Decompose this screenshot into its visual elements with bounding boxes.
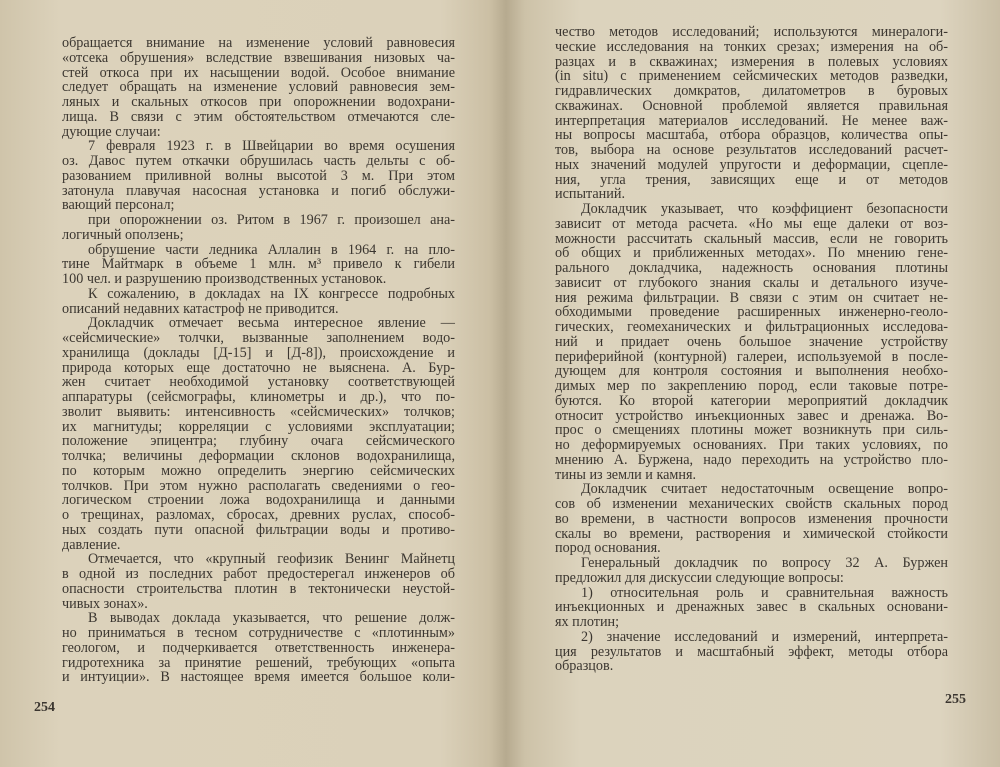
text-line: скалы во времени, растворения и химической стойкости <box>555 525 948 542</box>
text-line: чество методов исследований; используются минералоги- <box>555 24 948 40</box>
text-line: аппаратуры (сейсмографы, клинометры и др.), что по- <box>62 389 455 405</box>
text-line: разованием приливной волны высотой 3 м. При этом <box>62 167 455 184</box>
paragraph <box>555 630 948 674</box>
text-line: «сейсмические» толчки, вызванные заполнением водо- <box>62 330 455 346</box>
text-line: затонула плавучая насосная установка и погиб обслужи- <box>62 182 455 199</box>
text-line: интерпретация материалов исследований. Не менее важ- <box>555 112 948 129</box>
paragraph <box>62 552 455 611</box>
paragraph <box>62 316 455 552</box>
text-line: В выводах доклада указывается, что решение долж- <box>88 610 455 627</box>
text-line: ний и придает очень большое значение устройству <box>555 333 948 350</box>
text-line: гидротехника за принятие решений, требующих «опыта <box>62 654 455 671</box>
text-line: гических, геомеханических и фильтрационных исследова- <box>555 319 948 335</box>
paragraph <box>555 25 948 202</box>
paragraph <box>62 611 455 685</box>
text-line: можности рассчитать скальный массив, если не говорить <box>555 230 948 247</box>
text-line: логическом строении ложа водохранилища и данными <box>62 492 455 509</box>
text-line: Отмечается, что «крупный геофизик Венинг Майнетц <box>88 551 455 568</box>
text-line: ния, угла трения, зависящих еще и от методов <box>555 171 948 188</box>
text-line: стей откоса при их насыщении водой. Особое внимание <box>62 64 455 81</box>
text-line: буются. Ко второй категории мероприятий докладчик <box>555 392 948 409</box>
paragraph <box>62 139 455 213</box>
text-line: тов, выбора на основе результатов исследований расчет- <box>555 142 948 158</box>
paragraph <box>555 556 948 586</box>
text-line: 1) относительная роль и сравнительная важность <box>581 584 948 601</box>
text-line: давление. <box>62 536 121 553</box>
text-line: ных создать пути опасной фильтрации воды и противо- <box>62 521 455 538</box>
text-line: рального докладчика, надежность основания плотины <box>555 260 948 276</box>
text-line: ляных и скальных откосов при опорожнении водохрани- <box>62 94 455 110</box>
right-page <box>555 0 966 767</box>
text-line: описаний недавних катастроф не приводится. <box>62 300 339 317</box>
text-line: зависит от метода расчета. «Но мы еще далеки от воз- <box>555 215 948 232</box>
text-line: тины из земли и камня. <box>555 466 697 483</box>
text-line: «отсека обрушения» вследствие взвешивания низовых ча- <box>62 49 455 66</box>
paragraph <box>555 202 948 482</box>
paragraph <box>62 213 455 243</box>
left-page-text <box>62 36 455 685</box>
page-number-right: 255 <box>945 692 966 707</box>
text-line: гидравлических домкратов, дилатометров в буровых <box>555 83 948 99</box>
text-line: положение эпицентра; глубину очага сейсмического <box>62 433 455 450</box>
text-line: ных значений модулей упругости и деформации, сцепле- <box>555 156 948 173</box>
text-line: ния режима фильтрации. В связи с этим он считает не- <box>555 289 948 306</box>
text-line: Докладчик указывает, что коэффициент безопасности <box>581 201 948 217</box>
text-line: ях плотин; <box>555 614 620 630</box>
text-line: логичный оползень; <box>62 226 184 243</box>
text-line: оз. Давос путем откачки обрушилась часть дельты с об- <box>62 153 455 169</box>
text-line: при опорожнении оз. Ритом в 1967 г. произошел ана- <box>88 212 455 228</box>
text-line: вающий персонал; <box>62 197 175 214</box>
text-line: чивых зонах». <box>62 595 148 612</box>
right-page-text <box>555 25 948 674</box>
text-line: ны вопросы масштаба, отбора образцов, количества опы- <box>555 127 948 144</box>
text-line: обходимыми проведение расширенных инженерно-геоло- <box>555 304 948 321</box>
text-line: 100 чел. и разрушению производственных установок. <box>62 271 387 287</box>
text-line: пород основания. <box>555 540 661 557</box>
text-line: опасности строительства плотин в тектонически неустой- <box>62 580 455 597</box>
text-line: испытаний. <box>555 186 626 203</box>
left-page <box>34 0 455 767</box>
text-line: геологом, и подчеркивается ответственность инженера- <box>62 639 455 656</box>
text-line: во времени, в частности вопросов изменения прочности <box>555 510 948 527</box>
text-line: дующие случаи: <box>62 123 161 140</box>
text-line: инъекционных и дренажных завес в скальных основани- <box>555 599 948 616</box>
paragraph <box>555 586 948 630</box>
text-line: жен считает необходимой установку соответствующей <box>62 374 455 391</box>
text-line: их магнитуды; корреляции с условиями эксплуатации; <box>62 418 455 435</box>
text-line: толчка; величины деформации склонов водохранилища, <box>62 448 455 464</box>
text-line: образцов. <box>555 658 614 675</box>
text-line: К сожалению, в докладах на IX конгрессе подробных <box>88 285 455 302</box>
text-line: толчков. При этом нужно располагать сведениями о гео- <box>62 477 455 494</box>
text-line: сов об изменении механических свойств скальных пород <box>555 496 948 512</box>
text-line: но приниматься в тесном сотрудничестве с «плотинным» <box>62 625 455 641</box>
text-line: но деформируемых основаниях. При таких условиях, по <box>555 437 948 453</box>
text-line: дующем для контроля состояния и выполнения необхо- <box>555 363 948 380</box>
text-line: (in situ) с применением сейсмических методов разведки, <box>555 68 948 85</box>
paragraph <box>62 243 455 287</box>
text-line: тине Майтмарк в объеме 1 млн. м³ привело к гибели <box>62 256 455 273</box>
text-line: разцах и в скважинах; измерения в полевых условиях <box>555 53 948 70</box>
text-line: предложил для дискуссии следующие вопросы: <box>555 569 844 586</box>
text-line: зависит от глубокого знания скалы и детального изуче- <box>555 274 948 291</box>
text-line: ческие исследования на тонких срезах; измерения на об- <box>555 38 948 55</box>
paragraph <box>62 36 455 139</box>
text-line: прос о смещениях плотины может возникнуть при силь- <box>555 422 948 439</box>
text-line: 2) значение исследований и измерений, интерпрета- <box>581 628 948 645</box>
paragraph <box>62 287 455 317</box>
text-line: мнению А. Бурженa, надо переходить на устройство пло- <box>555 451 948 468</box>
text-line: в одной из последних работ предостерегал инженеров об <box>62 566 455 582</box>
text-line: 7 февраля 1923 г. в Швейцарии во время осушения <box>88 138 455 155</box>
text-line: и интуиции». В настоящее время имеется большое коли- <box>62 669 455 686</box>
text-line: ция результатов и масштабный эффект, методы отбора <box>555 643 948 660</box>
text-line: об общих и приближенных методах». По мнению гене- <box>555 245 948 262</box>
text-line: следует обращать на изменение условий равновесия зем- <box>62 79 455 96</box>
text-line: природа которых еще достаточно не выяснена. А. Бур- <box>62 359 455 376</box>
text-line: Докладчик отмечает весьма интересное явление — <box>88 315 455 332</box>
text-line: зволит выявить: интенсивность «сейсмических» толчков; <box>62 403 455 420</box>
text-line: относит устройство инъекционных завес и дренажа. Во- <box>555 407 948 424</box>
text-line: димых мер по закреплению пород, если таковые потре- <box>555 378 948 394</box>
page-number-left: 254 <box>34 700 55 715</box>
text-line: Генеральный докладчик по вопросу 32 А. Буржен <box>581 555 948 571</box>
text-line: о трещинах, разломах, сбросах, древних руслах, способ- <box>62 507 455 523</box>
text-line: лища. В связи с этим обстоятельством отмечаются сле- <box>62 108 455 125</box>
paragraph <box>555 482 948 556</box>
text-line: по которым можно определить энергию сейсмических <box>62 462 455 479</box>
text-line: хранилища (доклады [Д-15] и [Д-8]), происхождение и <box>62 344 455 361</box>
text-line: скважинах. Основной проблемой является правильная <box>555 97 948 114</box>
text-line: обращается внимание на изменение условий равновесия <box>62 35 455 51</box>
text-line: периферийной (контурной) галереи, используемой в после- <box>555 348 948 365</box>
text-line: Докладчик считает недостаточным освещение вопро- <box>581 481 948 498</box>
text-line: обрушение части ледника Аллалин в 1964 г. на пло- <box>88 241 455 258</box>
